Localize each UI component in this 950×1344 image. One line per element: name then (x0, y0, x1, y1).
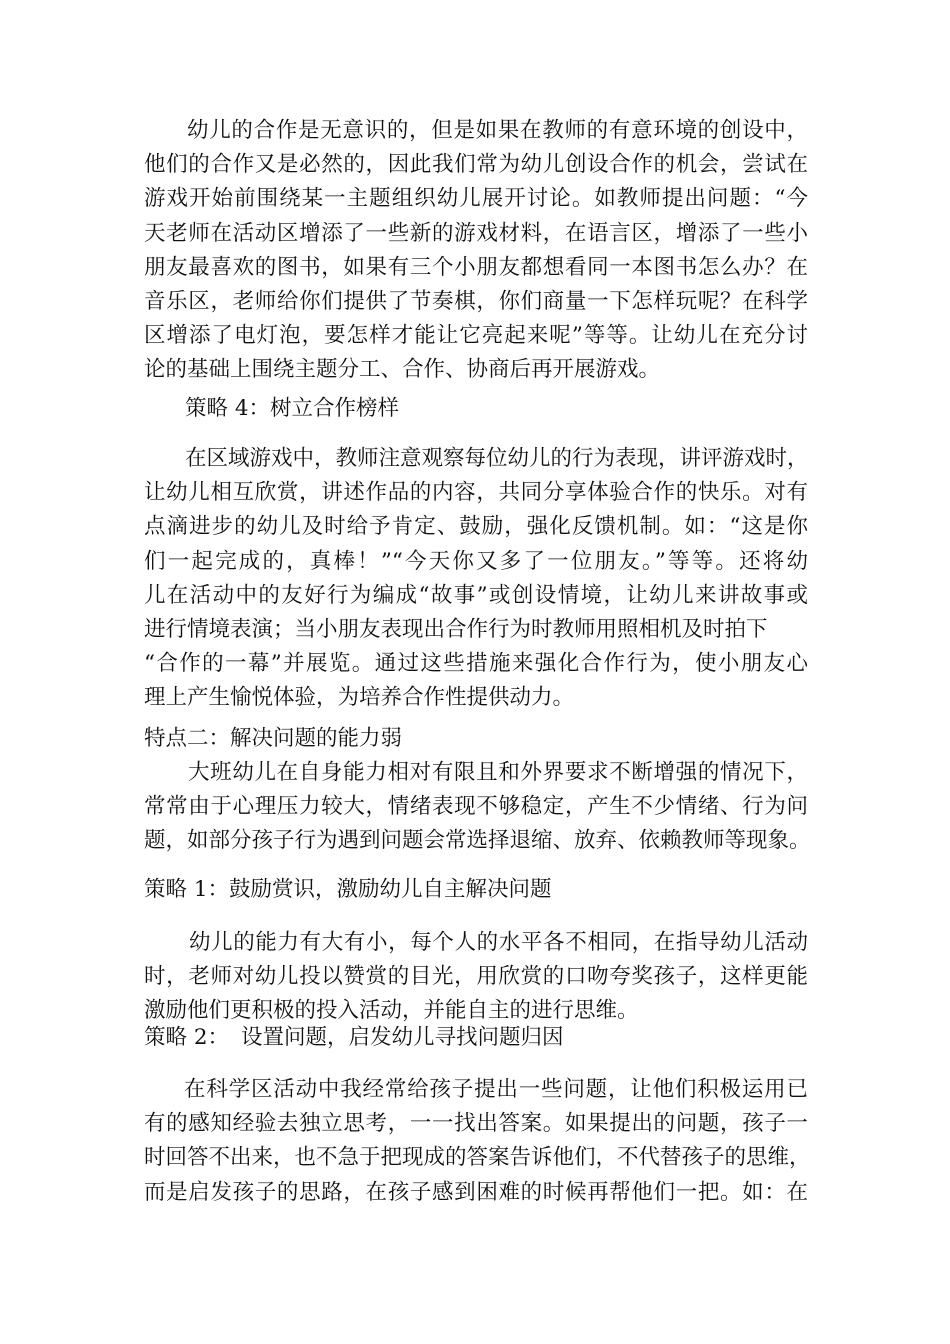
text-line: 有的感知经验去独立思考，一一找出答案。如果提出的问题，孩子一 (144, 1111, 808, 1137)
text-line: 朋友最喜欢的图书，如果有三个小朋友都想看同一本图书怎么办？在 (144, 254, 808, 280)
text-line: 他们的合作又是必然的，因此我们常为幼儿创设合作的机会，尝试在 (144, 152, 808, 178)
text-line: 而是启发孩子的思路，在孩子感到困难的时候再帮他们一把。如：在 (144, 1179, 808, 1205)
text-line: 让幼儿相互欣赏，讲述作品的内容，共同分享体验合作的快乐。对有 (144, 480, 808, 506)
paragraph-role-model (144, 442, 808, 716)
heading-feature-2: 特点二：解决问题的能力弱 (144, 726, 403, 751)
text-line: 在科学区活动中我经常给孩子提出一些问题，让他们积极运用已 (184, 1077, 808, 1102)
text-line: 时回答不出来，也不急于把现成的答案告诉他们，不代替孩子的思维， (144, 1145, 811, 1171)
text-line: 论的基础上围绕主题分工、合作、协商后再开展游戏。 (144, 357, 661, 383)
text-line: 进行情境表演；当小朋友表现出合作行为时教师用照相机及时拍下 (144, 617, 768, 643)
heading-strategy-4: 策略 4：树立合作榜样 (185, 396, 400, 421)
paragraph-problem-solving (144, 756, 811, 859)
text-line: 游戏开始前围绕某一主题组织幼儿展开讨论。如教师提出问题：“今 (144, 186, 808, 212)
text-line: 天老师在活动区增添了一些新的游戏材料，在语言区，增添了一些小 (144, 220, 808, 246)
text-line: 常常由于心理压力较大，情绪表现不够稳定，产生不少情绪、行为问 (144, 794, 808, 820)
text-line: 点滴进步的幼儿及时给予肯定、鼓励，强化反馈机制。如：“这是你 (144, 514, 808, 540)
text-line: 理上产生愉悦体验，为培养合作性提供动力。 (144, 685, 575, 711)
text-line: 幼儿的能力有大有小，每个人的水平各不相同，在指导幼儿活动 (189, 930, 808, 955)
text-line: 时，老师对幼儿投以赞赏的目光，用欣赏的口吻夸奖孩子，这样更能 (144, 964, 808, 990)
paragraph-set-questions (144, 1073, 811, 1210)
heading-strategy-1: 策略 1：鼓励赏识，激励幼儿自主解决问题 (144, 877, 552, 902)
heading-strategy-2-text: 设置问题，启发幼儿寻找问题归因 (241, 1025, 564, 1050)
text-line: 在区域游戏中，教师注意观察每位幼儿的行为表现，讲评游戏时， (185, 446, 809, 471)
text-line: 区增添了电灯泡，要怎样才能让它亮起来呢”等等。让幼儿在充分讨 (144, 323, 808, 349)
text-line: “合作的一幕”并展览。通过这些措施来强化合作行为，使小朋友心 (144, 651, 808, 677)
heading-strategy-2 (144, 1021, 564, 1055)
text-line: 幼儿的合作是无意识的，但是如果在教师的有意环境的创设中， (187, 118, 808, 143)
text-line: 儿在活动中的友好行为编成“故事”或创设情境，让幼儿来讲故事或 (144, 582, 808, 608)
text-line: 题，如部分孩子行为遇到问题会常选择退缩、放弃、依赖教师等现象。 (144, 828, 811, 854)
text-line: 激励他们更积极的投入活动，并能自主的进行思维。 (144, 998, 639, 1024)
heading-strategy-2-label: 策略 2： (144, 1025, 230, 1050)
text-line: 们一起完成的，真棒！”“今天你又多了一位朋友。”等等。还将幼 (144, 548, 808, 574)
paragraph-cooperation-intro (144, 114, 808, 388)
text-line: 大班幼儿在自身能力相对有限且和外界要求不断增强的情况下， (188, 760, 808, 785)
paragraph-encouragement (144, 926, 808, 1029)
text-line: 音乐区，老师给你们提供了节奏棋，你们商量一下怎样玩呢？在科学 (144, 289, 808, 315)
